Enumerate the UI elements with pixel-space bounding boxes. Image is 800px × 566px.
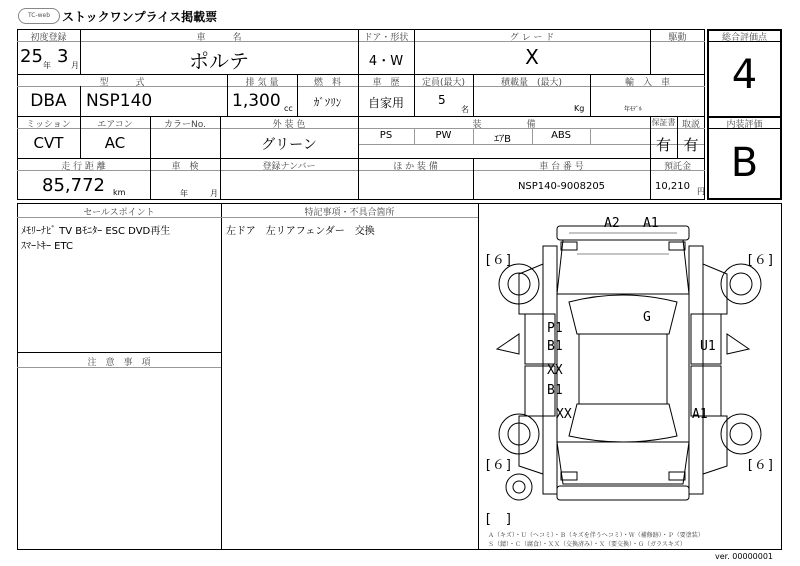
inspection-month: 月 [210,189,218,198]
fuel: ｶﾞｿﾘﾝ [313,96,342,109]
damage-xx-mid: XX [547,363,563,378]
chassis-number: NSP140-9008205 [517,181,606,192]
tire-rear-left: [６] [484,458,513,473]
header-model: 型 式 [99,78,145,88]
interior-score: B [730,140,759,186]
header-other-equip: ほ か 装 備 [393,162,438,172]
history: 自家用 [367,96,404,110]
grade: X [525,45,539,69]
header-aircon: エアコン [97,120,133,130]
capacity-unit: 名 [461,105,469,114]
header-color-no: カラーNo. [164,120,206,130]
header-exterior: 外 装 色 [272,120,306,130]
tire-front-right: [６] [746,253,775,268]
caution-title: 注 意 事 項 [87,358,151,368]
reg-year-unit: 年 [43,61,51,70]
legend-line-1: Ａ（キズ）・Ｕ（ヘコミ）・Ｂ（キズを伴うヘコミ）・Ｗ（補修跡）・Ｐ（要塗装） [488,532,704,539]
model-code: NSP140 [86,91,153,111]
damage-g: G [643,310,651,325]
inspection-year: 年 [180,189,188,198]
sales-line-1: ﾒﾓﾘｰﾅﾋﾞ TV Bﾓﾆﾀｰ ESC DVD再生 [21,226,171,237]
door-shape: 4・W [368,54,404,69]
header-interior-score: 内装評価 [726,120,763,130]
total-score: 4 [731,52,758,98]
page-title: ストックワンプライス掲載票 [62,10,218,24]
deposit: 10,210 [655,181,690,192]
header-deposit: 預託金 [663,162,691,172]
header-import: 輸 入 車 [624,78,670,88]
header-history: 車 歴 [372,78,400,88]
deposit-unit: 円 [697,187,705,196]
header-door: ドア・形状 [363,33,409,43]
mission: CVT [33,134,64,152]
car-damage-diagram [479,204,781,549]
damage-a2: A2 [604,216,620,231]
legend-line-2: Ｓ（錆）・Ｃ（腐食）・ＸＸ（交換済み）・Ｘ（要交換）・Ｇ（ガラスキズ） [488,541,686,548]
header-equipment: 装 備 [472,120,536,130]
equip-abs: ABS [551,130,571,141]
header-mission: ミッション [26,120,71,130]
damage-p1: P1 [547,321,563,336]
equip-ps: PS [379,130,393,141]
capacity: 5 [438,93,446,107]
logo: TC-web [18,8,60,24]
load-unit: Kg [574,104,585,113]
header-car-name: 車 名 [196,33,242,43]
displacement-unit: cc [284,104,293,113]
reg-year: 25 [20,46,43,67]
damage-xx-low: XX [556,407,572,422]
header-fuel: 燃 料 [313,78,341,88]
mileage-unit: km [113,188,126,197]
tire-rear-right: [６] [746,458,775,473]
exterior-color: グリーン [261,137,317,153]
header-plate: 登録ナンバー [262,162,316,172]
damage-a1-front: A1 [643,216,659,231]
damage-b1-left: B1 [547,339,563,354]
notes-title: 特記事項・不具合箇所 [304,208,395,218]
header-warranty: 保証書 [651,118,676,127]
damage-u1: U1 [700,339,716,354]
aircon: AC [104,134,126,152]
header-capacity: 定員(最大) [421,78,466,88]
model-prefix: DBA [30,91,67,111]
header-total-score: 総合評価点 [721,33,767,43]
header-chassis: 車 台 番 号 [539,162,584,172]
header-displacement: 排 気 量 [245,78,279,88]
sales-line-2: ｽﾏｰﾄｷｰ ETC [21,241,74,252]
damage-b1-low: B1 [547,383,563,398]
tire-front-left: [６] [484,253,513,268]
reg-month: 3 [57,46,69,67]
notes-text: 左ドア 左リアフェンダー 交換 [226,226,375,237]
header-manual: 取説 [681,120,700,130]
header-inspection: 車 検 [171,162,199,172]
header-first-reg: 初度登録 [30,33,67,43]
displacement: 1,300 [232,91,281,111]
header-mileage: 走 行 距 離 [61,162,106,172]
equip-airbag: ｴｱB [494,134,511,145]
damage-a1-rear: A1 [692,407,708,422]
header-grade: グ レ ー ド [509,33,555,43]
warranty-value: 有 [655,136,671,154]
reg-month-unit: 月 [71,61,79,70]
manual-value: 有 [683,136,699,154]
equip-pw: PW [435,130,452,141]
mileage: 85,772 [42,175,105,196]
sales-points-title: セールスポイント [83,208,155,218]
spare-tire: [ ] [484,512,513,527]
car-name: ポルテ [189,49,249,73]
header-load: 積載量 (最大) [500,78,563,88]
version: ver. 00000001 [715,552,774,561]
import-model-year: 年ﾓﾃﾞﾙ [624,106,643,113]
header-drive: 駆動 [668,33,687,43]
